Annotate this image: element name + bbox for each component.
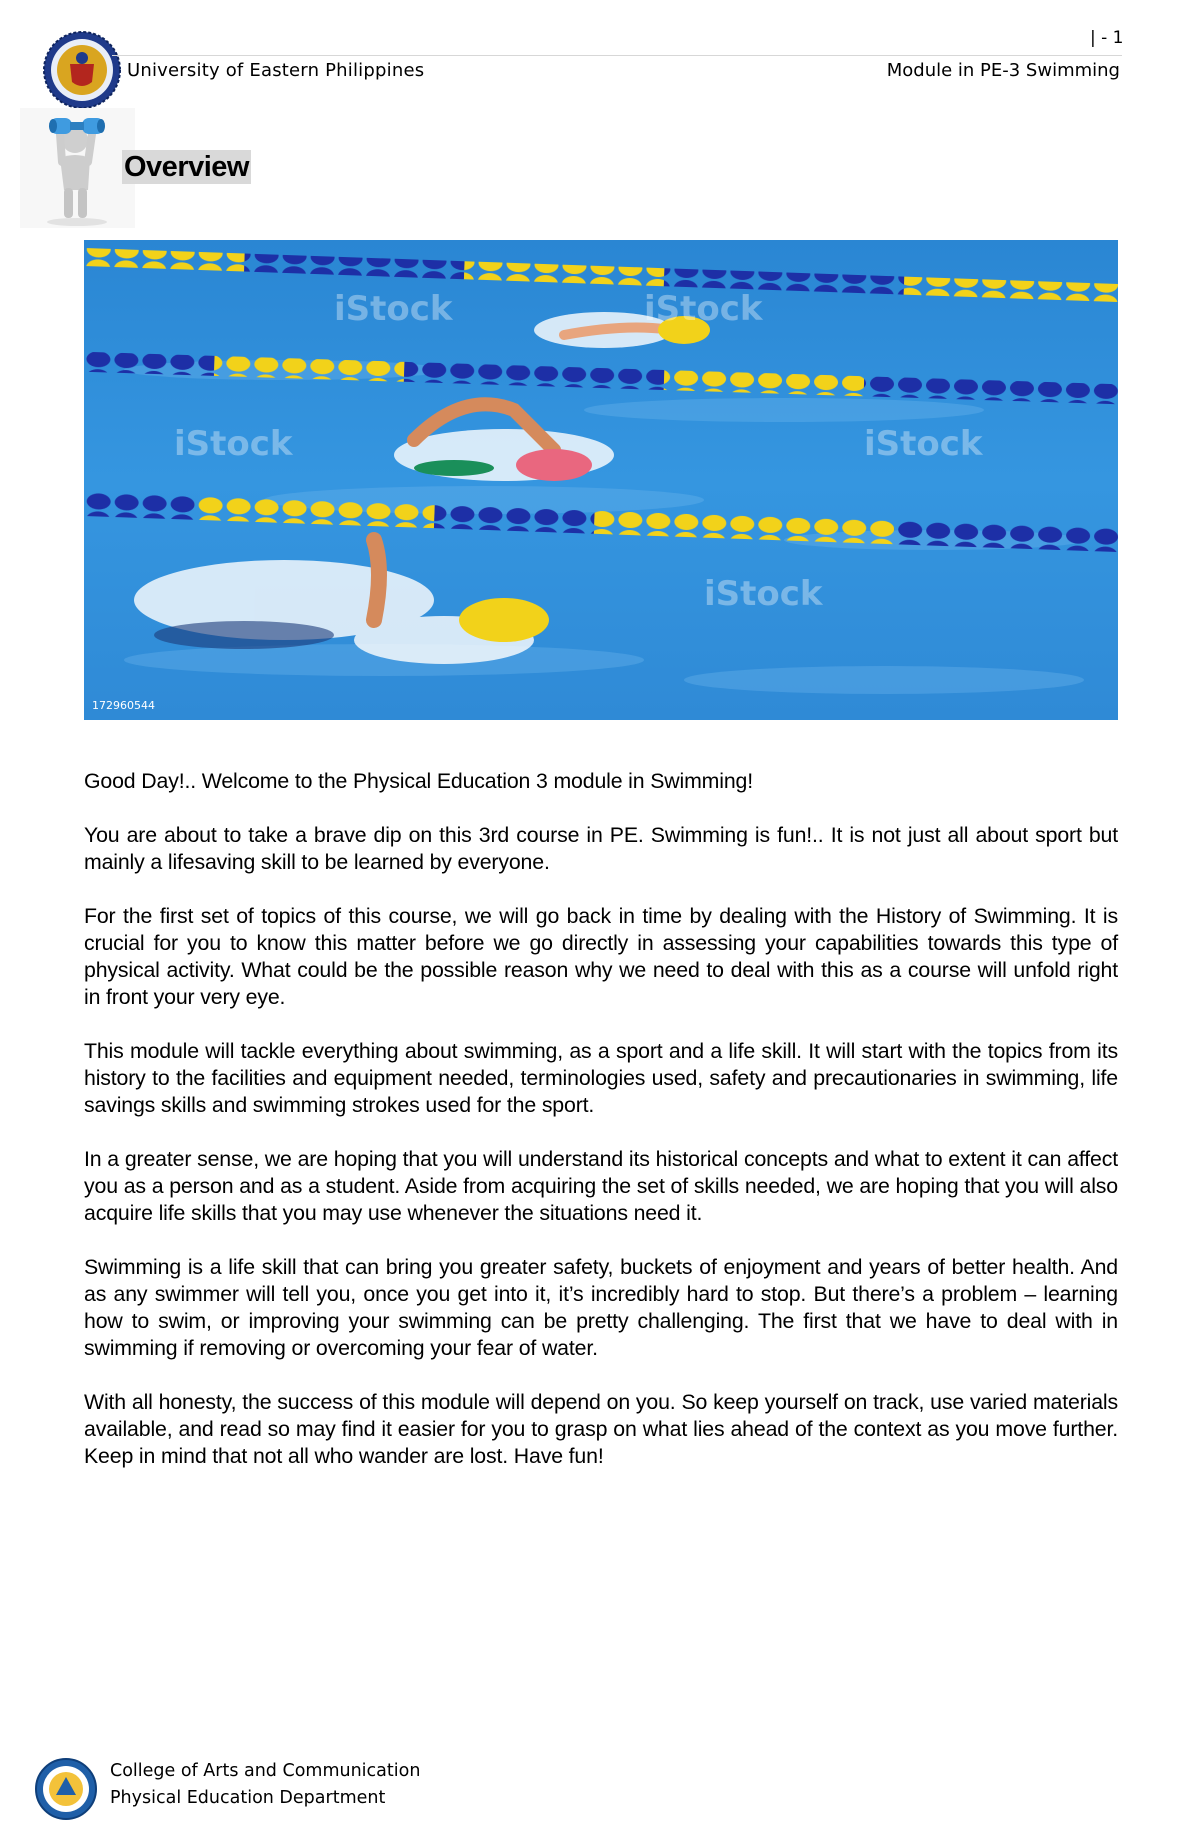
svg-text:iStock: iStock — [334, 289, 453, 329]
swimmers-in-pool-photo — [84, 240, 1118, 720]
paragraph-intro: You are about to take a brave dip on this 3rd course in PE. Swimming is fun!.. It is not just all about sport but mainly a lifesaving skill to be learned by everyone. — [84, 823, 1118, 874]
paragraph-life-skill: Swimming is a life skill that can bring you greater safety, buckets of enjoyment and years of better health. And as any swimmer will tell you, once you get into it, it’s incredibly hard to stop. But there’s a problem – learning how to swim, or improving your swimming can be pretty challenging. The first that we have to deal with in swimming if removing or overcoming your fear of water. — [84, 1255, 1118, 1360]
college-seal-icon — [34, 1757, 98, 1821]
header-divider — [112, 55, 1122, 56]
svg-text:iStock: iStock — [174, 424, 293, 464]
section-title: Overview — [124, 151, 249, 183]
person-with-binoculars-icon — [20, 108, 135, 228]
footer-department: Physical Education Department — [110, 1788, 386, 1808]
svg-text:iStock: iStock — [864, 424, 983, 464]
paragraph-closing: With all honesty, the success of this module will depend on you. So keep yourself on track, use varied materials available, and read so may find it easier for you to grasp on what lies ahead of the context as you move further. Keep in mind that not all who wander are lost. Have fun! — [84, 1390, 1118, 1468]
svg-text:iStock: iStock — [704, 574, 823, 614]
svg-text:iStock: iStock — [644, 289, 763, 329]
footer — [110, 1758, 420, 1812]
paragraph-topics: This module will tackle everything about swimming, as a sport and a life skill. It will start with the topics from its history to the facilities and equipment needed, terminologies used, safety and precautionaries in swimming, life savings skills and swimming strokes used for the sport. — [84, 1039, 1118, 1117]
header-module-title: Module in PE-3 Swimming — [886, 60, 1120, 81]
header-institution: University of Eastern Philippines — [127, 60, 425, 81]
photo-id-label: 172960544 — [92, 699, 155, 712]
overview-body — [84, 768, 1118, 1497]
paragraph-greeting: Good Day!.. Welcome to the Physical Education 3 module in Swimming! — [84, 769, 754, 793]
page-number: | - 1 — [1090, 28, 1124, 48]
paragraph-goals: In a greater sense, we are hoping that you will understand its historical concepts and what to extent it can affect you as a person and as a student. Aside from acquiring the set of skills needed, we are hoping that you will also acquire life skills that you may use whenever the situations need it. — [84, 1147, 1118, 1225]
footer-college: College of Arts and Communication — [110, 1761, 421, 1781]
paragraph-history: For the first set of topics of this course, we will go back in time by dealing with the History of Swimming. It is crucial for you to know this matter before we go directly in assessing your capabilities towards this type of physical activity. What could be the possible reason why we need to deal with this as a course will unfold right in front your very eye. — [84, 904, 1118, 1009]
university-seal-icon — [42, 30, 122, 110]
